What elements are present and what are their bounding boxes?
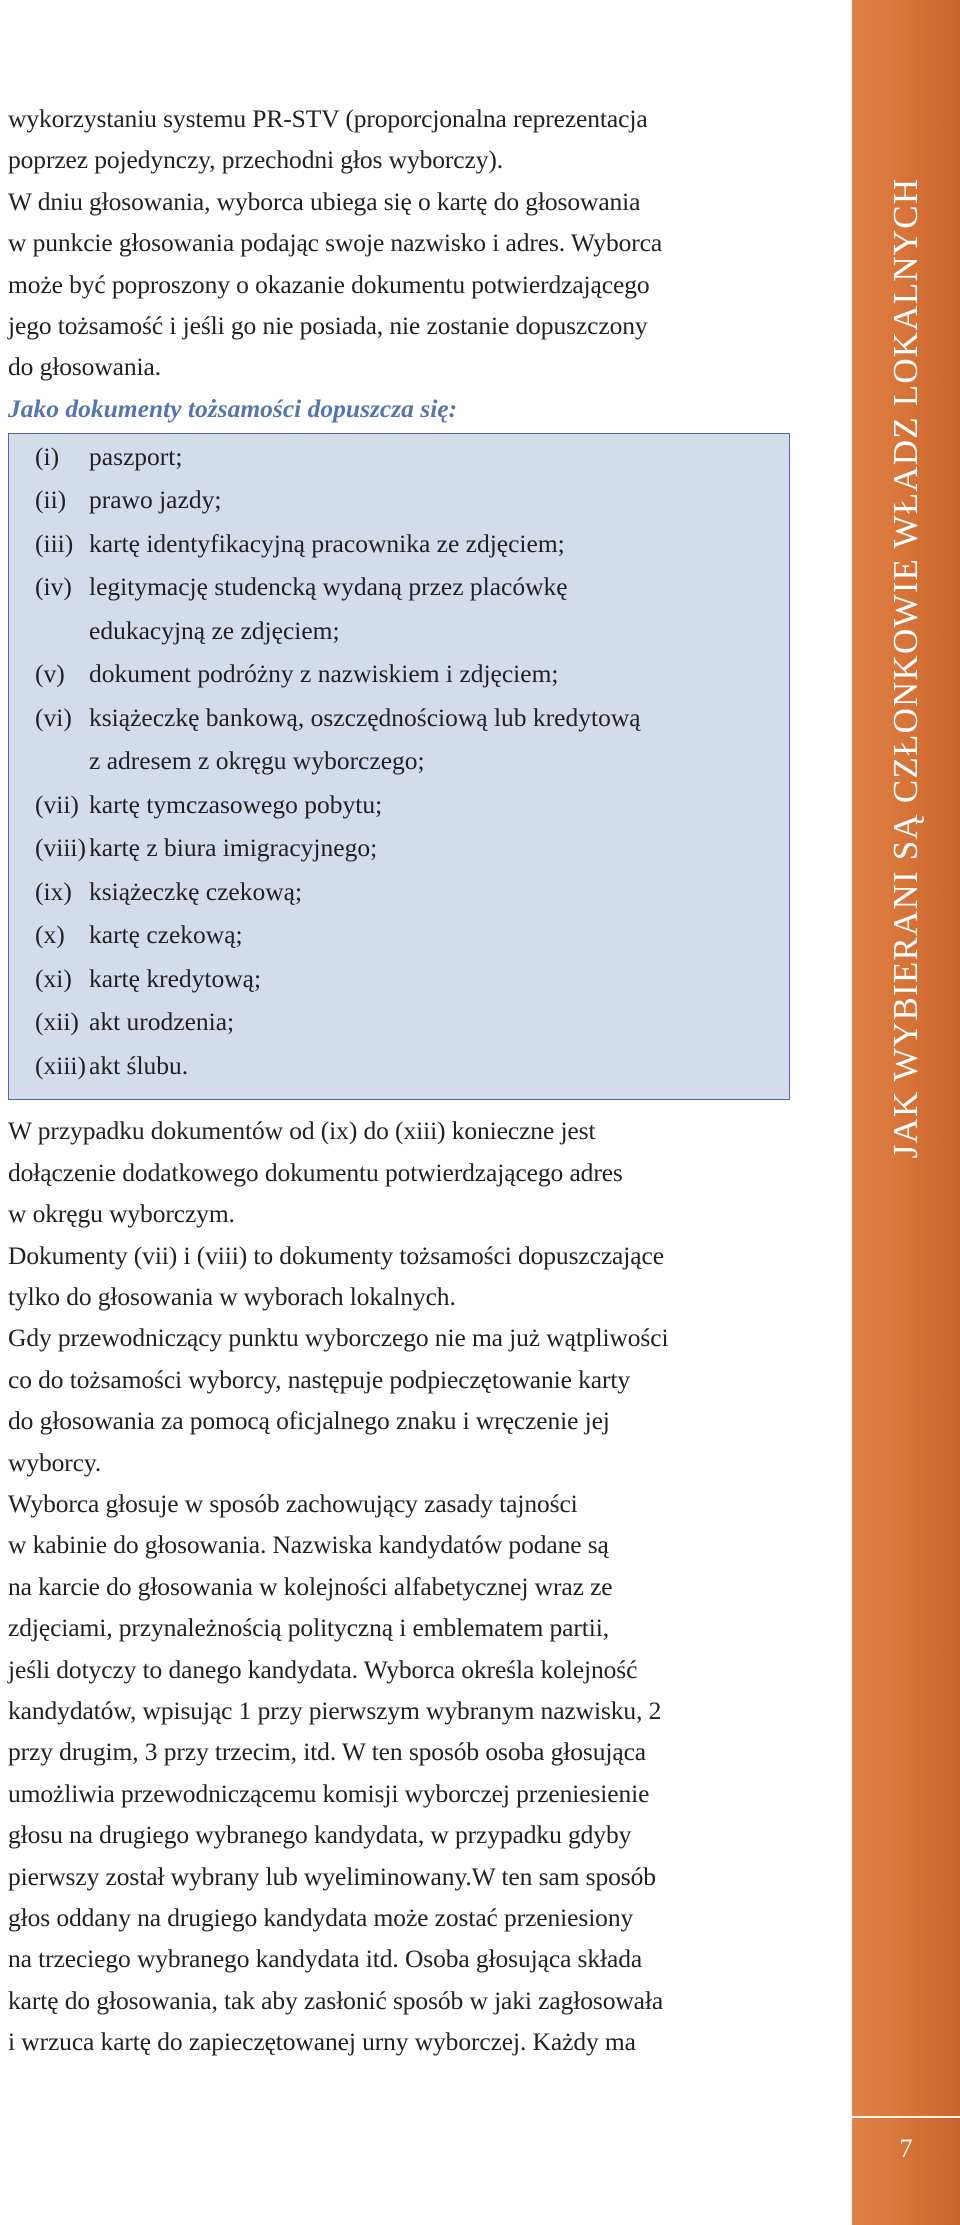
sidebar-divider	[852, 2116, 960, 2118]
text-line: kartę czekową;	[89, 920, 243, 950]
text-line: akt urodzenia;	[89, 1007, 235, 1037]
text-line: książeczkę bankową, oszczędnościową lub kredytową	[89, 702, 641, 732]
text-line: kartę z biura imigracyjnego;	[89, 833, 378, 863]
document-item-text	[89, 435, 789, 479]
text-line: na trzeciego wybranego kandydata itd. Osoba głosująca składa	[8, 1944, 643, 1974]
intro-section	[8, 98, 798, 388]
document-item	[9, 870, 789, 914]
page-number: 7	[899, 2134, 913, 2163]
main-content	[8, 98, 798, 2063]
document-item-text	[89, 913, 789, 957]
document-item-number: (xi)	[35, 963, 72, 993]
text-line: na karcie do głosowania w kolejności alfabetycznej wraz ze	[8, 1571, 613, 1601]
document-item	[9, 783, 789, 827]
document-item	[9, 565, 789, 652]
text-line: w punkcie głosowania podając swoje nazwisko i adres. Wyborca	[8, 228, 663, 258]
text-line: dokument podróżny z nazwiskiem i zdjęciem;	[89, 659, 559, 689]
document-item	[9, 1044, 789, 1088]
text-line: co do tożsamości wyborcy, następuje podpieczętowanie karty	[8, 1364, 631, 1394]
text-line: Dokumenty (vii) i (viii) to dokumenty tożsamości dopuszczające	[8, 1240, 664, 1270]
document-item	[9, 522, 789, 566]
documents-heading: Jako dokumenty tożsamości dopuszcza się:	[8, 393, 458, 423]
text-line: W dniu głosowania, wyborca ubiega się o kartę do głosowania	[8, 186, 641, 216]
document-item	[9, 435, 789, 479]
document-item	[9, 957, 789, 1001]
text-line: poprzez pojedynczy, przechodni głos wyborczy).	[8, 145, 504, 175]
documents-list-box	[8, 433, 790, 1101]
document-item-number: (iv)	[35, 572, 72, 602]
text-line: pierwszy został wybrany lub wyeliminowany.W ten sam sposób	[8, 1861, 656, 1891]
document-item-number: (v)	[35, 659, 65, 689]
text-line: głos oddany na drugiego kandydata może zostać przeniesiony	[8, 1903, 634, 1933]
document-item-number: (ii)	[35, 485, 67, 515]
paragraph	[8, 1235, 798, 1318]
text-line: może być poproszony o okazanie dokumentu potwierdzającego	[8, 269, 650, 299]
text-line: kartę identyfikacyjną pracownika ze zdjęciem;	[89, 528, 565, 558]
text-line: przy drugim, 3 przy trzecim, itd. W ten sposób osoba głosująca	[8, 1737, 647, 1767]
document-item	[9, 696, 789, 783]
text-line: kartę tymczasowego pobytu;	[89, 789, 383, 819]
text-line: umożliwia przewodniczącemu komisji wyborczej przeniesienie	[8, 1778, 650, 1808]
text-line: kartę do głosowania, tak aby zasłonić sposób w jaki zagłosowała	[8, 1985, 664, 2015]
document-item-number: (vii)	[35, 789, 79, 819]
sidebar-title: JAK WYBIERANI SĄ CZŁONKOWIE WŁADZ LOKALNYCH	[886, 177, 925, 1159]
text-line: do głosowania za pomocą oficjalnego znaku i wręczenie jej	[8, 1406, 610, 1436]
document-item	[9, 652, 789, 696]
document-item	[9, 1000, 789, 1044]
document-item-text	[89, 1000, 789, 1044]
document-item-text	[89, 826, 789, 870]
text-line: W przypadku dokumentów od (ix) do (xiii) konieczne jest	[8, 1116, 596, 1146]
paragraph	[8, 1483, 798, 2063]
document-item-text	[89, 957, 789, 1001]
document-item-number: (viii)	[35, 833, 86, 863]
document-item-text	[89, 652, 789, 696]
text-line: w okręgu wyborczym.	[8, 1199, 235, 1229]
text-line: kartę kredytową;	[89, 963, 262, 993]
text-line: legitymację studencką wydaną przez placówkę	[89, 572, 568, 602]
document-item-number: (iii)	[35, 528, 74, 558]
text-line: jego tożsamość i jeśli go nie posiada, nie zostanie dopuszczony	[8, 311, 648, 341]
text-line: zdjęciami, przynależnością polityczną i emblematem partii,	[8, 1613, 609, 1643]
paragraph	[8, 1110, 798, 1234]
text-line: dołączenie dodatkowego dokumentu potwierdzającego adres	[8, 1157, 623, 1187]
document-item-number: (ix)	[35, 876, 72, 906]
text-line: tylko do głosowania w wyborach lokalnych.	[8, 1281, 456, 1311]
text-line: książeczkę czekową;	[89, 876, 303, 906]
text-line: głosu na drugiego wybranego kandydata, w przypadku gdyby	[8, 1820, 632, 1850]
document-item	[9, 913, 789, 957]
document-item-text	[89, 696, 789, 783]
after-section	[8, 1110, 798, 2062]
text-line: do głosowania.	[8, 352, 161, 382]
text-line: wyborcy.	[8, 1447, 102, 1477]
document-item-text	[89, 565, 789, 652]
text-line: paszport;	[89, 441, 183, 471]
document-item-number: (i)	[35, 441, 60, 471]
text-line: prawo jazdy;	[89, 485, 222, 515]
document-item-text	[89, 870, 789, 914]
paragraph	[8, 98, 798, 181]
text-line: w kabinie do głosowania. Nazwiska kandydatów podane są	[8, 1530, 609, 1560]
paragraph	[8, 1317, 798, 1483]
text-line: Gdy przewodniczący punktu wyborczego nie ma już wątpliwości	[8, 1323, 669, 1353]
text-line: kandydatów, wpisując 1 przy pierwszym wybranym nazwisku, 2	[8, 1696, 662, 1726]
document-item-text	[89, 478, 789, 522]
paragraph	[8, 181, 798, 388]
text-line: wykorzystaniu systemu PR-STV (proporcjonalna reprezentacja	[8, 104, 648, 133]
text-line: i wrzuca kartę do zapieczętowanej urny wyborczej. Każdy ma	[8, 2027, 636, 2057]
document-item	[9, 478, 789, 522]
document-item-number: (xiii)	[35, 1050, 86, 1080]
text-line: edukacyjną ze zdjęciem;	[89, 615, 340, 645]
text-line: z adresem z okręgu wyborczego;	[89, 746, 425, 776]
document-item-text	[89, 522, 789, 566]
document-item-text	[89, 783, 789, 827]
document-item	[9, 826, 789, 870]
text-line: jeśli dotyczy to danego kandydata. Wyborca określa kolejność	[8, 1654, 638, 1684]
document-item-text	[89, 1044, 789, 1088]
document-item-number: (x)	[35, 920, 65, 950]
text-line: Wyborca głosuje w sposób zachowujący zasady tajności	[8, 1489, 578, 1518]
document-item-number: (vi)	[35, 702, 72, 732]
document-item-number: (xii)	[35, 1007, 79, 1037]
sidebar-band	[852, 0, 960, 2225]
text-line: akt ślubu.	[89, 1050, 189, 1080]
